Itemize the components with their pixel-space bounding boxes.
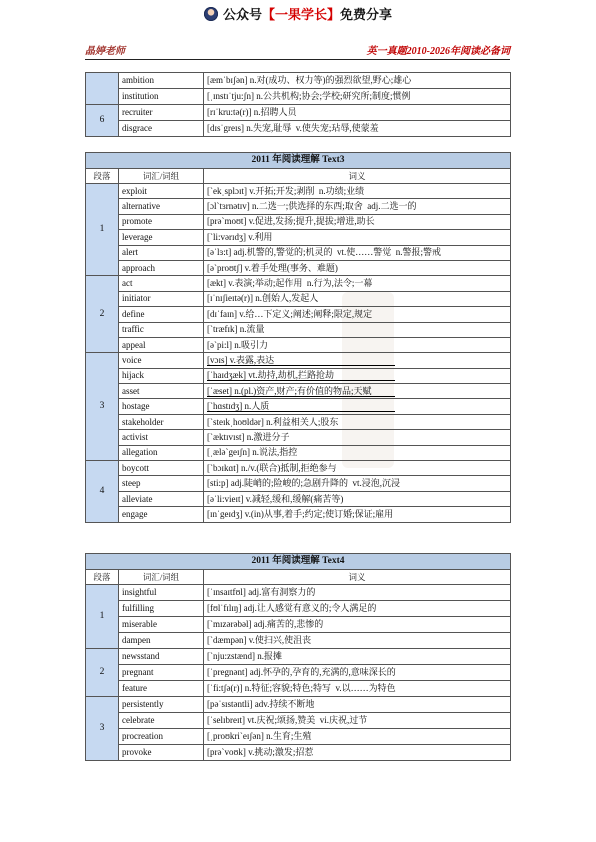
table-title-row bbox=[86, 554, 511, 570]
column-header-word: 词汇/词组 bbox=[119, 570, 204, 585]
definition: n.人质 bbox=[244, 401, 270, 412]
vocab-word: fulfilling bbox=[119, 601, 204, 617]
pronunciation: [ˈhaɪdʒæk] bbox=[207, 370, 246, 381]
vocab-meaning bbox=[204, 322, 511, 337]
meaning-text bbox=[207, 494, 343, 505]
vocab-meaning bbox=[204, 445, 511, 460]
vocab-word: insightful bbox=[119, 585, 204, 601]
vocab-word: steep bbox=[119, 476, 204, 491]
table-row bbox=[86, 430, 511, 445]
vocab-meaning bbox=[204, 745, 511, 761]
vocab-table bbox=[85, 553, 511, 761]
definition: v.表演;举动;起作用 n.行为,法令;一幕 bbox=[228, 278, 373, 289]
pronunciation: [ˌproʊkriˋeɪʃən] bbox=[207, 731, 264, 741]
table-title: 2011 年阅读理解 Text3 bbox=[86, 153, 511, 169]
vocab-table bbox=[85, 152, 511, 523]
vocab-meaning bbox=[204, 353, 511, 368]
table-row bbox=[86, 601, 511, 617]
vocab-meaning bbox=[204, 307, 511, 322]
avatar-icon bbox=[204, 7, 218, 21]
banner-prefix: 公众号 bbox=[222, 7, 262, 22]
paragraph-number: 4 bbox=[86, 461, 119, 523]
table-row bbox=[86, 491, 511, 506]
vocab-meaning bbox=[204, 337, 511, 352]
vocab-word: engage bbox=[119, 507, 204, 522]
vocab-word: hijack bbox=[119, 368, 204, 383]
definition: n.特征;容貌;特色;特写 v.以……为特色 bbox=[244, 683, 396, 693]
pronunciation: [ˈfi:tʃə(r)] bbox=[207, 683, 243, 693]
vocab-meaning bbox=[204, 368, 511, 383]
table-row bbox=[86, 665, 511, 681]
definition: v.着手处理(事务、难题) bbox=[244, 262, 338, 273]
definition: n.生育;生殖 bbox=[266, 731, 312, 741]
definition: v.开拓;开发;剥削 n.功绩;业绩 bbox=[249, 185, 365, 196]
definition: n.报摊 bbox=[257, 651, 283, 661]
banner-highlight: 【一果学长】 bbox=[261, 7, 340, 22]
vocab-word: activist bbox=[119, 430, 204, 445]
pronunciation: [ɪˈnɪʃieɪtə(r)] bbox=[207, 293, 253, 304]
table-row bbox=[86, 260, 511, 275]
meaning-text bbox=[207, 509, 393, 520]
meaning-text bbox=[207, 370, 395, 381]
pronunciation: [ˈselɪbreɪt] bbox=[207, 715, 245, 725]
table-row bbox=[86, 507, 511, 522]
meaning-text bbox=[207, 747, 313, 758]
pronunciation: [prəˋvoʊk] bbox=[207, 747, 246, 757]
meaning-text bbox=[207, 232, 272, 243]
vocab-word: procreation bbox=[119, 729, 204, 745]
column-header-paragraph: 段落 bbox=[86, 169, 119, 184]
vocab-meaning bbox=[204, 245, 511, 260]
definition: n.失宠,耻辱 v.使失宠;玷辱,使蒙羞 bbox=[246, 123, 379, 133]
pronunciation: [ˋsteɪkˌhoʊldər] bbox=[207, 416, 264, 427]
vocab-word: voice bbox=[119, 353, 204, 368]
definition: v.使扫兴,使沮丧 bbox=[248, 635, 312, 645]
column-header-meaning: 词义 bbox=[204, 169, 511, 184]
vocab-word: traffic bbox=[119, 322, 204, 337]
banner-suffix: 免费分享 bbox=[340, 7, 393, 22]
pronunciation: [pəˈsɪstəntli] bbox=[207, 699, 253, 709]
table-row bbox=[86, 184, 511, 199]
vocab-word: persistently bbox=[119, 697, 204, 713]
vocab-meaning bbox=[204, 121, 511, 137]
vocab-word: alert bbox=[119, 245, 204, 260]
vocab-meaning bbox=[204, 199, 511, 214]
definition: adj.陡峭的;险峻的;急剧升降的 vt.浸泡,沉浸 bbox=[230, 478, 400, 489]
table-header-row bbox=[86, 169, 511, 184]
definition: adj.富有洞察力的 bbox=[248, 587, 316, 597]
table-row bbox=[86, 745, 511, 761]
meaning-text bbox=[207, 603, 376, 614]
vocab-word: exploit bbox=[119, 184, 204, 199]
vocab-word: institution bbox=[119, 89, 204, 105]
meaning-text bbox=[207, 432, 290, 443]
table-row bbox=[86, 230, 511, 245]
definition: adv.持续不断地 bbox=[254, 699, 315, 709]
paragraph-number: 3 bbox=[86, 353, 119, 461]
vocab-word: promote bbox=[119, 214, 204, 229]
definition: n.利益相关人;股东 bbox=[266, 416, 339, 427]
vocab-meaning bbox=[204, 697, 511, 713]
vocab-word: ambition bbox=[119, 73, 204, 89]
paragraph-number: 6 bbox=[86, 105, 119, 137]
pronunciation: [vɔɪs] bbox=[207, 354, 228, 365]
table-row bbox=[86, 307, 511, 322]
vocab-word: boycott bbox=[119, 461, 204, 476]
pronunciation: [ˈɪnsaɪtfʊl] bbox=[207, 587, 246, 597]
pronunciation: [fʊlˈfɪlɪŋ] bbox=[207, 603, 242, 613]
paragraph-number bbox=[86, 73, 119, 105]
paragraph-number: 1 bbox=[86, 585, 119, 649]
meaning-text bbox=[207, 216, 375, 227]
pronunciation: [rɪˈkru:tə(r)] bbox=[207, 107, 252, 117]
paragraph-number: 2 bbox=[86, 649, 119, 697]
definition: n.流量 bbox=[239, 324, 265, 335]
vocab-meaning bbox=[204, 430, 511, 445]
vocab-meaning bbox=[204, 384, 511, 399]
definition: n.吸引力 bbox=[234, 339, 269, 350]
document-title: 英一真题2010-2026年阅读必备词 bbox=[366, 46, 510, 57]
pronunciation: [ˋdæmpən] bbox=[207, 635, 247, 645]
meaning-text bbox=[207, 619, 323, 630]
vocab-meaning bbox=[204, 633, 511, 649]
pronunciation: [prəˋmoʊt] bbox=[207, 216, 247, 227]
table-row bbox=[86, 585, 511, 601]
vocab-word: appeal bbox=[119, 337, 204, 352]
definition: v.给…下定义;阐述;阐释;限定,规定 bbox=[239, 308, 373, 319]
column-header-meaning: 词义 bbox=[204, 570, 511, 585]
paragraph-number: 2 bbox=[86, 276, 119, 353]
table-row bbox=[86, 476, 511, 491]
pronunciation: [sti:p] bbox=[207, 478, 229, 489]
vocab-word: initiator bbox=[119, 291, 204, 306]
vocab-meaning bbox=[204, 230, 511, 245]
pronunciation: [ˌɪnstɪˈtju:ʃn] bbox=[207, 91, 254, 101]
table-row bbox=[86, 461, 511, 476]
meaning-text bbox=[207, 107, 297, 118]
vocab-meaning bbox=[204, 291, 511, 306]
vocab-meaning bbox=[204, 617, 511, 633]
banner bbox=[0, 6, 596, 24]
definition: v.挑动;激发;招惹 bbox=[248, 747, 314, 757]
vocab-meaning bbox=[204, 729, 511, 745]
definition: n.创始人,发起人 bbox=[255, 293, 319, 304]
table-row bbox=[86, 649, 511, 665]
meaning-text bbox=[207, 715, 367, 726]
definition: n./v.(联合)抵制,拒绝参与 bbox=[240, 462, 337, 473]
vocab-meaning bbox=[204, 260, 511, 275]
table-row bbox=[86, 445, 511, 460]
meaning-text bbox=[207, 417, 338, 428]
vocab-meaning bbox=[204, 649, 511, 665]
vocab-meaning bbox=[204, 491, 511, 506]
pronunciation: [dɪˈfaɪn] bbox=[207, 308, 237, 319]
table-row bbox=[86, 89, 511, 105]
meaning-text bbox=[207, 651, 282, 662]
vocab-word: allegation bbox=[119, 445, 204, 460]
table-row bbox=[86, 214, 511, 229]
vocab-meaning bbox=[204, 214, 511, 229]
vocab-word: alternative bbox=[119, 199, 204, 214]
pronunciation: [æmˈbɪʃən] bbox=[207, 75, 248, 85]
table-row bbox=[86, 73, 511, 89]
definition: n.说法,指控 bbox=[252, 447, 298, 458]
definition: n.二选一;供选择的东西;取舍 adj.二选一的 bbox=[252, 201, 417, 212]
table-title: 2011 年阅读理解 Text4 bbox=[86, 554, 511, 570]
vocab-meaning bbox=[204, 665, 511, 681]
table-row bbox=[86, 245, 511, 260]
meaning-text bbox=[207, 463, 337, 474]
vocab-table bbox=[85, 72, 511, 137]
meaning-text bbox=[207, 667, 396, 678]
meaning-text bbox=[207, 186, 364, 197]
meaning-text bbox=[207, 635, 311, 646]
table-row bbox=[86, 384, 511, 399]
table-row bbox=[86, 276, 511, 291]
vocab-meaning bbox=[204, 585, 511, 601]
meaning-text bbox=[207, 386, 395, 397]
definition: v.(in)从事,着手;约定;使订婚;保证;雇用 bbox=[244, 508, 394, 519]
definition: n.(pl.)资产,财产;有价值的物品;天赋 bbox=[234, 385, 372, 396]
author-label: 晶婷老师 bbox=[85, 46, 125, 57]
vocab-word: hostage bbox=[119, 399, 204, 414]
table-row bbox=[86, 681, 511, 697]
meaning-text bbox=[207, 309, 372, 320]
definition: n.公共机构;协会;学校;研究所;制度;惯例 bbox=[256, 91, 411, 101]
table-row bbox=[86, 697, 511, 713]
vocab-word: define bbox=[119, 307, 204, 322]
pronunciation: [əˋproʊtʃ] bbox=[207, 262, 243, 273]
vocab-meaning bbox=[204, 184, 511, 199]
vocab-word: dampen bbox=[119, 633, 204, 649]
paragraph-number: 3 bbox=[86, 697, 119, 761]
definition: adj.痛苦的,悲惨的 bbox=[253, 619, 324, 629]
meaning-text bbox=[207, 263, 338, 274]
definition: n.对(成功、权力等)的强烈欲望,野心;雄心 bbox=[249, 75, 412, 85]
vocab-meaning bbox=[204, 105, 511, 121]
pronunciation: [ˋæktɪvɪst] bbox=[207, 431, 245, 442]
meaning-text bbox=[207, 324, 265, 335]
column-header-word: 词汇/词组 bbox=[119, 169, 204, 184]
vocab-word: newsstand bbox=[119, 649, 204, 665]
definition: adj.让人感觉有意义的;令人满足的 bbox=[243, 603, 377, 613]
meaning-text bbox=[207, 123, 379, 134]
vocab-meaning bbox=[204, 276, 511, 291]
pronunciation: [ˌæləˋgeɪʃn] bbox=[207, 447, 250, 458]
table-row bbox=[86, 713, 511, 729]
meaning-text bbox=[207, 683, 396, 694]
pronunciation: [ˈpregnənt] bbox=[207, 667, 248, 677]
vocab-meaning bbox=[204, 399, 511, 414]
meaning-text bbox=[207, 201, 417, 212]
pronunciation: [ˋtræfɪk] bbox=[207, 324, 238, 335]
meaning-text bbox=[207, 587, 315, 598]
table-row bbox=[86, 105, 511, 121]
pronunciation: [ˈæset] bbox=[207, 385, 232, 396]
vocab-word: stakeholder bbox=[119, 414, 204, 429]
column-header-paragraph: 段落 bbox=[86, 570, 119, 585]
pronunciation: [ɔlˋtɜrnətɪv] bbox=[207, 201, 250, 212]
definition: v.利用 bbox=[248, 231, 273, 242]
vocab-word: approach bbox=[119, 260, 204, 275]
pronunciation: [ˋhɑstɪdʒ] bbox=[207, 401, 243, 412]
vocab-word: recruiter bbox=[119, 105, 204, 121]
table-row bbox=[86, 399, 511, 414]
paragraph-number: 1 bbox=[86, 184, 119, 276]
pronunciation: [əˈlɜ:t] bbox=[207, 247, 232, 258]
meaning-text bbox=[207, 91, 411, 102]
meaning-text bbox=[207, 401, 395, 412]
vocab-word: leverage bbox=[119, 230, 204, 245]
meaning-text bbox=[207, 699, 314, 710]
page-header bbox=[85, 44, 510, 60]
definition: vt.庆祝;颂扬,赞美 vi.庆祝,过节 bbox=[247, 715, 368, 725]
definition: v.表露,表达 bbox=[229, 354, 275, 365]
vocab-word: alleviate bbox=[119, 491, 204, 506]
definition: adj.机警的,警觉的;机灵的 vt.使……警觉 n.警报;警戒 bbox=[233, 247, 442, 258]
pronunciation: [ˋekˌsplɔɪt] bbox=[207, 185, 247, 196]
vocab-meaning bbox=[204, 73, 511, 89]
vocab-word: act bbox=[119, 276, 204, 291]
vocab-meaning bbox=[204, 89, 511, 105]
table-title-row bbox=[86, 153, 511, 169]
table-row bbox=[86, 368, 511, 383]
table-row bbox=[86, 617, 511, 633]
definition: adj.怀孕的,孕育的,充满的,意味深长的 bbox=[249, 667, 396, 677]
vocab-meaning bbox=[204, 414, 511, 429]
table-row bbox=[86, 121, 511, 137]
meaning-text bbox=[207, 340, 268, 351]
pronunciation: [ˋnju:zstænd] bbox=[207, 651, 255, 661]
pronunciation: [ˋbɔɪkɑt] bbox=[207, 462, 239, 473]
pronunciation: [dɪsˈgreɪs] bbox=[207, 123, 244, 133]
table-row bbox=[86, 337, 511, 352]
definition: v.促进,发扬;提升,提拔;增进,助长 bbox=[248, 216, 375, 227]
vocab-meaning bbox=[204, 601, 511, 617]
vocab-word: disgrace bbox=[119, 121, 204, 137]
table-row bbox=[86, 729, 511, 745]
vocab-word: asset bbox=[119, 384, 204, 399]
table-header-row bbox=[86, 570, 511, 585]
meaning-text bbox=[207, 731, 311, 742]
vocab-meaning bbox=[204, 507, 511, 522]
vocab-word: miserable bbox=[119, 617, 204, 633]
pronunciation: [əˈli:vieɪt] bbox=[207, 493, 244, 504]
vocab-meaning bbox=[204, 461, 511, 476]
table-row bbox=[86, 291, 511, 306]
pronunciation: [ækt] bbox=[207, 278, 226, 289]
vocab-meaning bbox=[204, 681, 511, 697]
pronunciation: [ˋmɪzərəbəl] bbox=[207, 619, 252, 629]
table-row bbox=[86, 414, 511, 429]
meaning-text bbox=[207, 278, 372, 289]
vocab-word: provoke bbox=[119, 745, 204, 761]
vocab-word: celebrate bbox=[119, 713, 204, 729]
table-row bbox=[86, 322, 511, 337]
table-row bbox=[86, 353, 511, 368]
definition: n.招聘人员 bbox=[253, 107, 297, 117]
vocab-meaning bbox=[204, 476, 511, 491]
meaning-text bbox=[207, 447, 297, 458]
vocab-word: pregnant bbox=[119, 665, 204, 681]
vocab-meaning bbox=[204, 713, 511, 729]
definition: v.减轻,缓和,缓解(痛苦等) bbox=[245, 493, 344, 504]
meaning-text bbox=[207, 293, 318, 304]
meaning-text bbox=[207, 478, 400, 489]
meaning-text bbox=[207, 355, 395, 366]
meaning-text bbox=[207, 247, 441, 258]
pronunciation: [ˋli:vərɪdʒ] bbox=[207, 231, 246, 242]
pronunciation: [əˋpi:l] bbox=[207, 339, 232, 350]
definition: vt.劫持,劫机,拦路抢劫 bbox=[248, 370, 334, 381]
pronunciation: [ɪnˈgeɪdʒ] bbox=[207, 508, 243, 519]
table-row bbox=[86, 633, 511, 649]
vocab-word: feature bbox=[119, 681, 204, 697]
table-row bbox=[86, 199, 511, 214]
definition: n.激进分子 bbox=[246, 431, 290, 442]
meaning-text bbox=[207, 75, 411, 86]
